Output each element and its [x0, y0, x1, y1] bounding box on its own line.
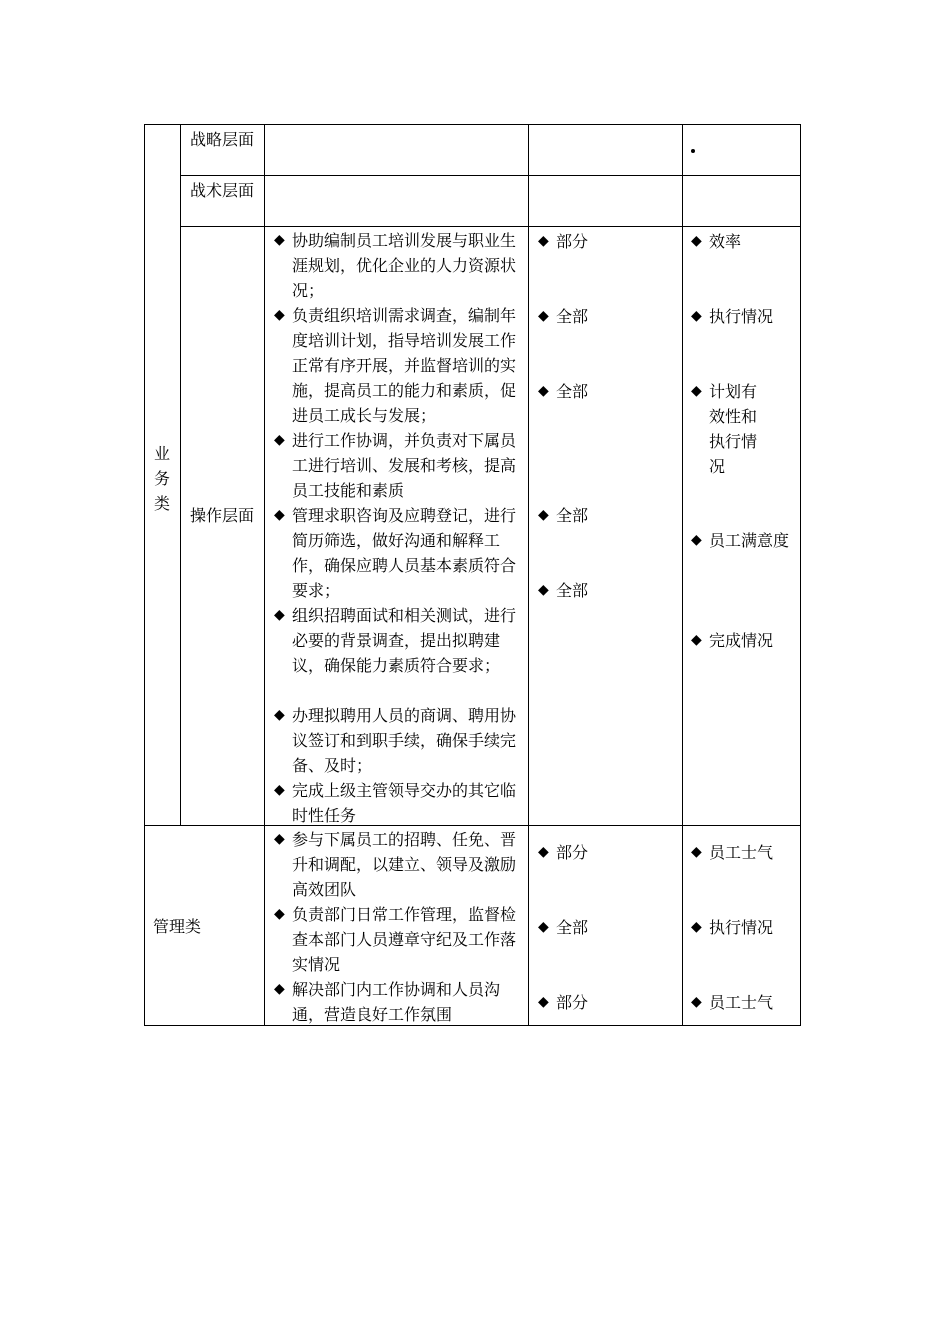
diamond-bullet-icon: ◆: [274, 607, 285, 623]
list-item: [274, 703, 520, 778]
diamond-bullet-icon: ◆: [538, 233, 549, 249]
diamond-bullet-icon: ◆: [691, 383, 702, 399]
metric-text: 计划有效性和执行情况: [709, 382, 758, 476]
diamond-bullet-icon: ◆: [691, 994, 702, 1010]
responsibility-text: 全部: [556, 382, 589, 401]
responsibility-item: [538, 503, 678, 528]
responsibility-item: [538, 304, 678, 329]
responsibility-item: [538, 840, 678, 865]
metric-item: [691, 990, 795, 1015]
responsibility-text: 部分: [556, 993, 589, 1012]
diamond-bullet-icon: ◆: [538, 507, 549, 523]
list-item: [274, 977, 520, 1027]
responsibility-text: 部分: [556, 232, 589, 251]
diamond-bullet-icon: ◆: [274, 906, 285, 922]
list-item: [274, 428, 520, 503]
diamond-bullet-icon: ◆: [538, 994, 549, 1010]
level-operational-label: 操作层面: [190, 506, 255, 525]
bullet-dot-icon: [691, 149, 695, 153]
list-item: [274, 778, 520, 828]
metric-item: [691, 379, 771, 479]
duty-text: 办理拟聘用人员的商调、聘用协议签订和到职手续，确保手续完备、及时；: [292, 706, 517, 775]
diamond-bullet-icon: ◆: [538, 582, 549, 598]
responsibility-text: 全部: [556, 918, 589, 937]
diamond-bullet-icon: ◆: [691, 532, 702, 548]
diamond-bullet-icon: ◆: [274, 432, 285, 448]
metric-item: [691, 229, 795, 254]
duty-text: 完成上级主管领导交办的其它临时性任务: [292, 781, 517, 825]
metric-text: 效率: [709, 232, 742, 251]
duty-text: 负责组织培训需求调查，编制年度培训计划，指导培训发展工作正常有序开展，并监督培训的实施，提高员工的能力和素质，促进员工成长与发展；: [292, 306, 517, 425]
list-item: [274, 303, 520, 428]
diamond-bullet-icon: ◆: [691, 844, 702, 860]
responsibility-text: 全部: [556, 506, 589, 525]
metric-text: 员工士气: [709, 843, 774, 862]
diamond-bullet-icon: ◆: [274, 507, 285, 523]
metric-item: [691, 840, 795, 865]
responsibility-item: [538, 229, 678, 254]
metric-item: [691, 528, 791, 553]
duty-text: 协助编制员工培训发展与职业生涯规划，优化企业的人力资源状况；: [292, 231, 517, 300]
metric-item: [691, 915, 795, 940]
list-item: [274, 228, 520, 303]
diamond-bullet-icon: ◆: [274, 831, 285, 847]
metric-text: 完成情况: [709, 631, 774, 650]
diamond-bullet-icon: ◆: [538, 844, 549, 860]
duty-text: 进行工作协调，并负责对下属员工进行培训、发展和考核，提高员工技能和素质: [292, 431, 517, 500]
duty-text: 参与下属员工的招聘、任免、晋升和调配，以建立、领导及激励高效团队: [292, 830, 517, 899]
responsibility-text: 部分: [556, 843, 589, 862]
duty-text: 负责部门日常工作管理，监督检查本部门人员遵章守纪及工作落实情况: [292, 905, 517, 974]
metric-text: 员工满意度: [709, 531, 790, 550]
level-strategic-label: 战略层面: [190, 130, 255, 149]
diamond-bullet-icon: ◆: [538, 383, 549, 399]
metric-item: [691, 304, 795, 329]
list-item: [274, 902, 520, 977]
diamond-bullet-icon: ◆: [538, 308, 549, 324]
diamond-bullet-icon: ◆: [691, 632, 702, 648]
responsibility-item: [538, 990, 678, 1015]
bullet-dot-glyph: [0, 0, 1, 1]
responsibility-text: 全部: [556, 581, 589, 600]
list-item: [274, 603, 520, 678]
diamond-bullet-icon: ◆: [274, 981, 285, 997]
responsibility-item: [538, 915, 678, 940]
diamond-bullet-icon: ◆: [274, 707, 285, 723]
diamond-bullet-icon: ◆: [274, 307, 285, 323]
diamond-bullet-icon: ◆: [691, 308, 702, 324]
metric-text: 执行情况: [709, 307, 774, 326]
diamond-bullet-icon: ◆: [274, 232, 285, 248]
metric-item: [691, 628, 795, 653]
list-item: [274, 503, 520, 603]
diamond-bullet-icon: ◆: [691, 233, 702, 249]
metric-text: 员工士气: [709, 993, 774, 1012]
diamond-bullet-icon: ◆: [538, 919, 549, 935]
category-management-label: 管理类: [153, 917, 202, 936]
duty-text: 解决部门内工作协调和人员沟通，营造良好工作氛围: [292, 980, 501, 1024]
responsibility-item: [538, 379, 678, 404]
diamond-bullet-icon: ◆: [274, 782, 285, 798]
responsibility-item: [538, 578, 678, 603]
level-tactical-label: 战术层面: [190, 181, 255, 200]
metric-text: 执行情况: [709, 918, 774, 937]
list-item: [274, 827, 520, 902]
diamond-bullet-icon: ◆: [691, 919, 702, 935]
duty-text: 组织招聘面试和相关测试，进行必要的背景调查，提出拟聘建议，确保能力素质符合要求；: [292, 606, 517, 675]
category-business-label: 业务类: [154, 444, 171, 513]
responsibility-text: 全部: [556, 307, 589, 326]
duty-text: 管理求职咨询及应聘登记，进行简历筛选，做好沟通和解释工作，确保应聘人员基本素质符合要求；: [292, 506, 517, 600]
